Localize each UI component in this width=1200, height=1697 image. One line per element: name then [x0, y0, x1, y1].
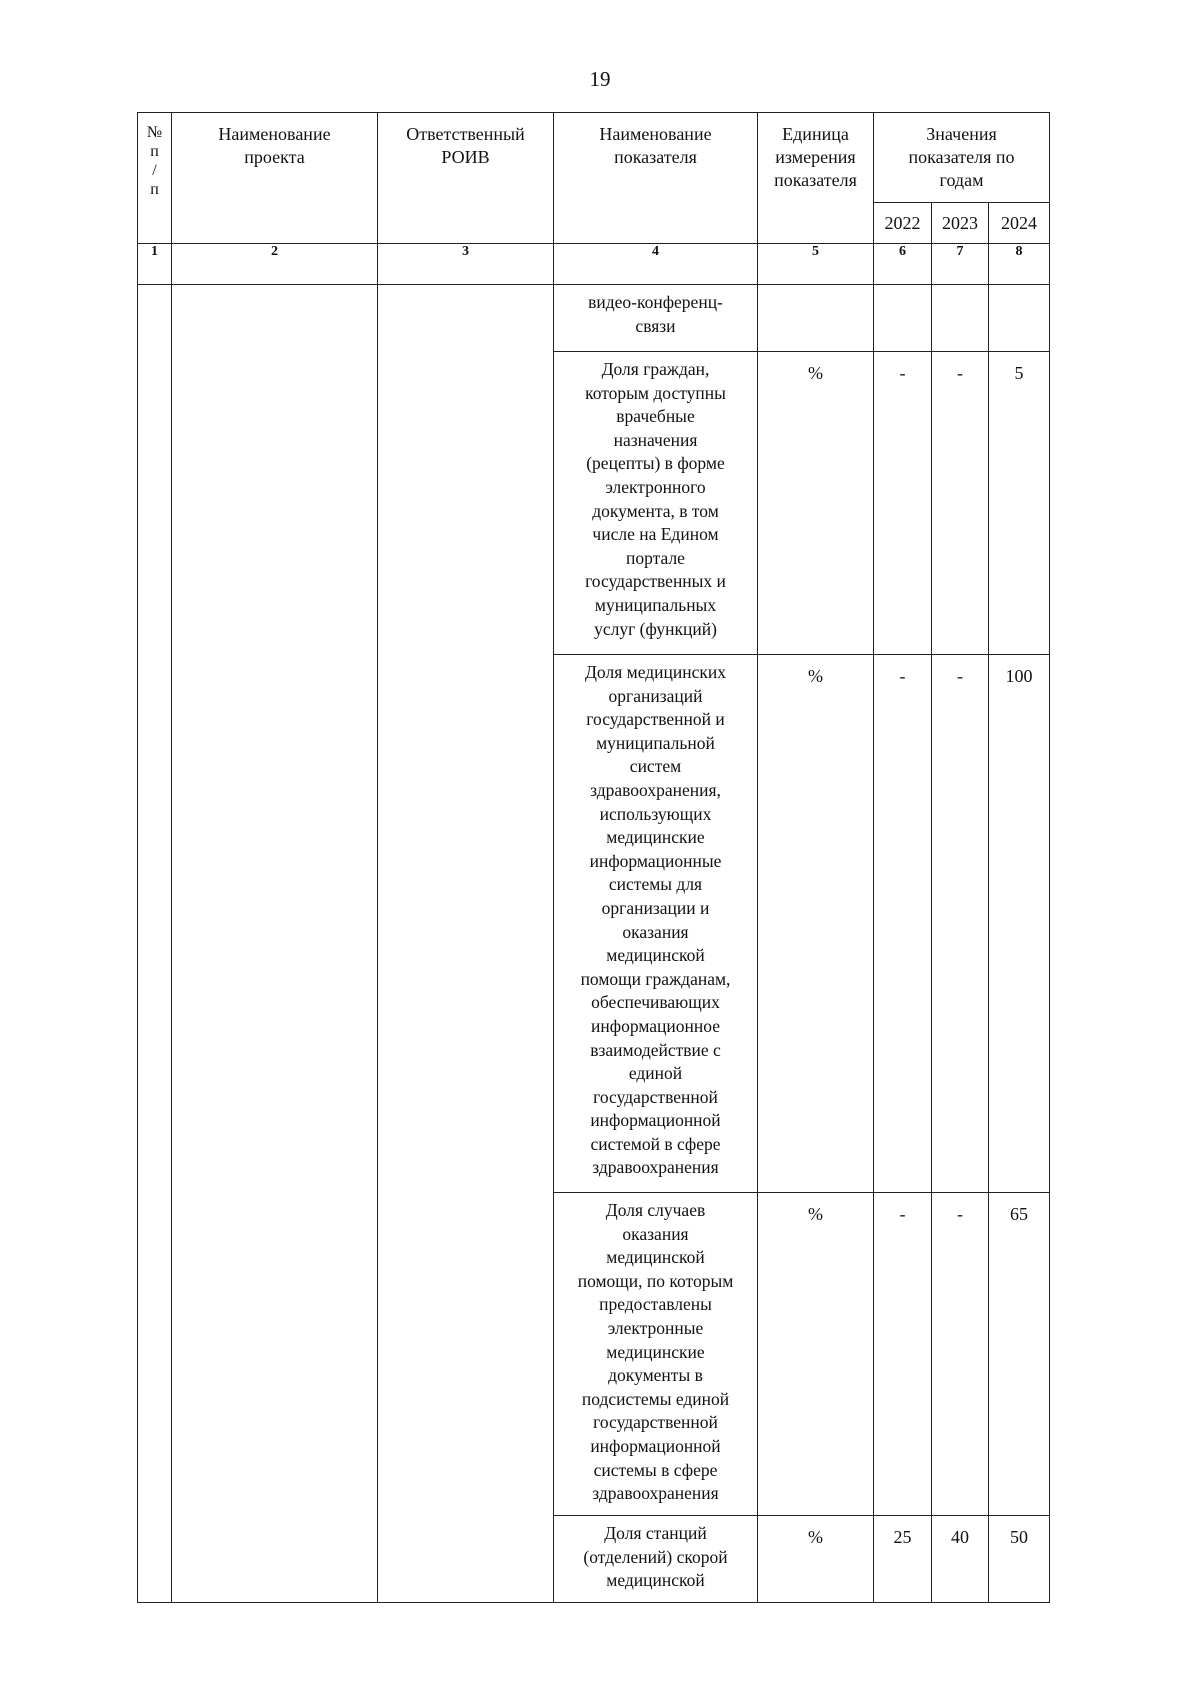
value-2023-cell: -: [932, 1193, 989, 1516]
indicator-name-line: использующих: [599, 803, 712, 824]
empty-project-cell: [172, 285, 378, 1603]
indicator-name-line: медицинской: [606, 1570, 705, 1591]
header-num-line: п: [150, 143, 159, 160]
empty-responsible-cell: [378, 285, 554, 1603]
column-numbers-row: [138, 244, 1050, 285]
header-values-by-year: Значения показателя по годам: [874, 113, 1050, 203]
table-row: [138, 285, 1050, 352]
indicator-name-line: Доля медицинских: [585, 662, 726, 682]
indicator-name-line: помощи, по которым: [577, 1270, 734, 1291]
value-2024-cell: 50: [989, 1516, 1050, 1603]
indicator-name-cell: [554, 655, 758, 1193]
indicator-name: [554, 655, 757, 1180]
indicator-name-line: медицинской: [606, 945, 705, 966]
indicator-name-line: здравоохранения: [592, 1483, 719, 1504]
column-number: 2: [172, 244, 378, 285]
unit-cell: %: [758, 1516, 874, 1603]
value-2024-cell: 100: [989, 655, 1050, 1193]
indicator-name-line: Доля станций: [604, 1523, 707, 1543]
unit-cell: %: [758, 1193, 874, 1516]
indicator-name-line: оказания: [622, 921, 689, 942]
indicator-name-line: врачебные: [616, 406, 695, 427]
indicators-table: [137, 112, 1050, 1603]
indicator-name-line: обеспечивающих: [591, 992, 720, 1013]
indicator-name-line: портале: [626, 547, 685, 568]
value-2023-cell: -: [932, 655, 989, 1193]
value-2022-cell: [874, 285, 932, 352]
unit-cell: %: [758, 655, 874, 1193]
indicator-name-line: организации и: [601, 897, 710, 918]
header-project-name: Наименование проекта: [172, 113, 378, 244]
column-number: 5: [758, 244, 874, 285]
value-2022-cell: -: [874, 1193, 932, 1516]
header-unit: Единица измерения показателя: [758, 113, 874, 244]
indicator-name-line: муниципальных: [594, 594, 717, 615]
indicator-name-line: информационной: [590, 1435, 721, 1456]
column-number: 3: [378, 244, 554, 285]
indicator-name-line: видео-конференц-: [588, 292, 723, 312]
indicator-name: [554, 285, 757, 338]
indicator-name-line: медицинские: [606, 1341, 705, 1362]
column-number: 6: [874, 244, 932, 285]
value-2023-cell: 40: [932, 1516, 989, 1603]
empty-num-cell: [138, 285, 172, 1603]
indicator-name-cell: [554, 1193, 758, 1516]
indicator-name-line: числе на Едином: [592, 524, 719, 545]
indicator-name: [554, 1193, 757, 1506]
value-2022-cell: -: [874, 352, 932, 655]
indicator-name-line: информационной: [590, 1110, 721, 1131]
indicator-name-line: документы в: [608, 1365, 703, 1386]
indicator-name-line: предоставлены: [599, 1294, 712, 1315]
indicator-name-line: (отделений) скорой: [583, 1546, 728, 1567]
indicator-name-line: электронные: [607, 1317, 704, 1338]
column-number: 7: [932, 244, 989, 285]
page-number: 19: [589, 67, 611, 91]
header-num-line: №: [146, 124, 163, 141]
indicator-name-line: здравоохранения,: [590, 779, 721, 800]
header-num-cell: [138, 113, 172, 244]
indicator-name-line: которым доступны: [585, 382, 726, 403]
indicator-name-line: Доля граждан,: [601, 359, 710, 379]
header-responsible: Ответственный РОИВ: [378, 113, 554, 244]
indicator-name-line: Доля случаев: [605, 1200, 706, 1220]
column-number: 8: [989, 244, 1050, 285]
indicator-name-line: системой в сфере: [590, 1133, 721, 1154]
indicator-name-line: услуг (функций): [594, 618, 717, 639]
indicator-name-line: муниципальной: [596, 732, 715, 753]
value-2022-cell: 25: [874, 1516, 932, 1603]
indicator-name-line: медицинской: [606, 1247, 705, 1268]
indicator-name-cell: [554, 285, 758, 352]
indicator-name-line: здравоохранения: [592, 1157, 719, 1178]
value-2024-cell: [989, 285, 1050, 352]
indicator-name-line: медицинские: [606, 827, 705, 848]
indicator-name-line: государственной: [593, 1412, 718, 1433]
indicator-name-line: электронного: [605, 476, 706, 497]
indicator-name-line: оказания: [622, 1223, 689, 1244]
indicator-name-line: подсистемы единой: [581, 1388, 730, 1409]
year-2023: 2023: [932, 203, 989, 244]
indicator-name-line: взаимодействие с: [590, 1039, 721, 1060]
indicator-name-line: назначения: [613, 429, 698, 450]
indicator-name-cell: [554, 1516, 758, 1603]
value-2024-cell: 65: [989, 1193, 1050, 1516]
unit-cell: %: [758, 352, 874, 655]
indicator-name-line: системы для: [608, 874, 703, 895]
value-2022-cell: -: [874, 655, 932, 1193]
header-num-line: /: [152, 162, 157, 179]
year-2022: 2022: [874, 203, 932, 244]
value-2023-cell: -: [932, 352, 989, 655]
value-2024-cell: 5: [989, 352, 1050, 655]
indicator-name-cell: [554, 352, 758, 655]
indicator-name-line: помощи гражданам,: [580, 968, 731, 989]
indicator-name-line: документа, в том: [592, 500, 719, 521]
indicator-name-line: связи: [635, 315, 676, 336]
header-row: [138, 113, 1050, 203]
indicator-name-line: государственных и: [585, 571, 726, 592]
indicator-name-line: единой: [628, 1063, 683, 1084]
column-number: 4: [554, 244, 758, 285]
value-2023-cell: [932, 285, 989, 352]
indicator-name-line: организаций: [608, 685, 703, 706]
header-indicator-name: Наименование показателя: [554, 113, 758, 244]
indicator-name-line: государственной и: [586, 709, 725, 730]
indicator-name: [554, 352, 757, 641]
indicator-name-line: государственной: [593, 1086, 718, 1107]
indicator-name-line: системы в сфере: [593, 1459, 718, 1480]
indicator-name-line: систем: [629, 756, 682, 777]
unit-cell: [758, 285, 874, 352]
indicator-name-line: (рецепты) в форме: [586, 453, 725, 474]
indicator-name-line: информационное: [591, 1015, 720, 1036]
header-num-line: п: [150, 181, 159, 198]
year-2024: 2024: [989, 203, 1050, 244]
indicator-name: [554, 1516, 757, 1593]
indicator-name-line: информационные: [589, 850, 722, 871]
column-number: 1: [138, 244, 172, 285]
